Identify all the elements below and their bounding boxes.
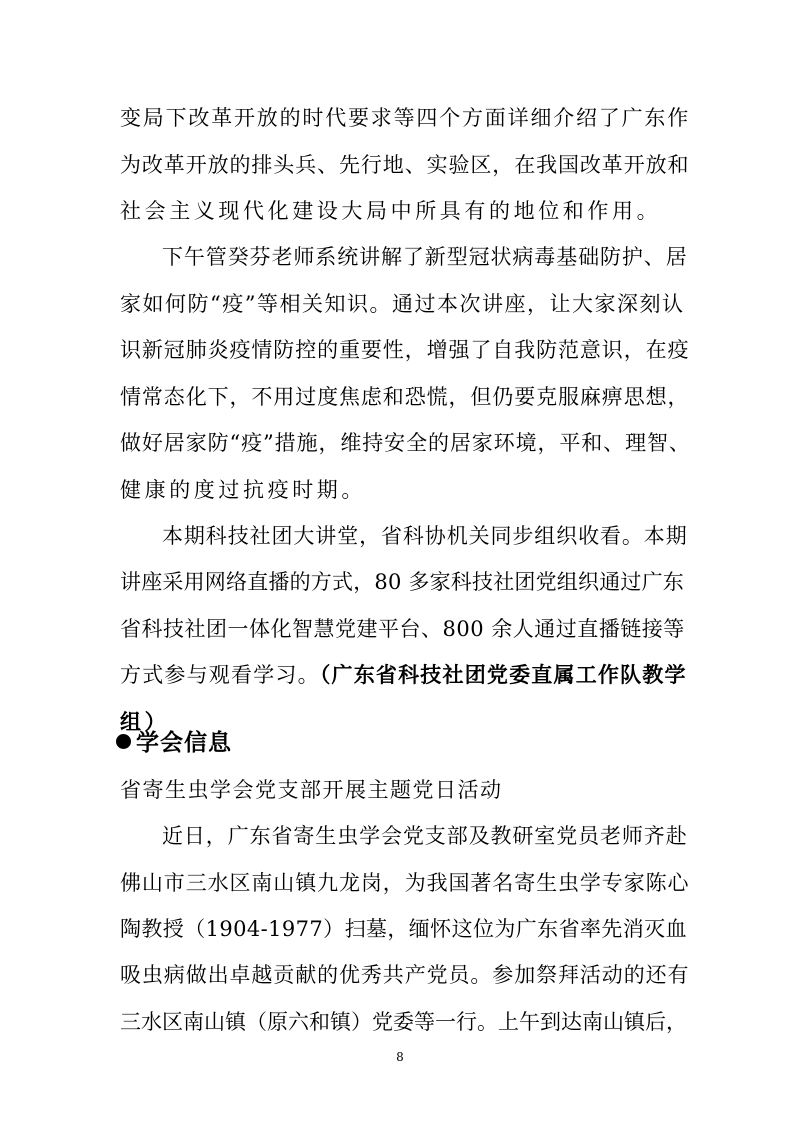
- article-line-1: 近日，广东省寄生虫学会党支部及教研室党员老师齐赴: [162, 824, 688, 848]
- article-line-5: 三水区南山镇（原六和镇）党委等一行。上午到达南山镇后，: [120, 1010, 687, 1034]
- paragraph-3-line-4: [120, 661, 690, 689]
- attribution-part-1: （广东省科技社团党委直属工作队教学: [319, 663, 687, 687]
- paragraph-2-line-3: 识新冠肺炎疫情防控的重要性，增强了自我防范意识，在疫: [120, 338, 690, 362]
- paragraph-2-line-4: 情常态化下，不用过度焦虑和恐慌，但仍要克服麻痹思想，: [120, 385, 690, 409]
- article-line-4: 吸虫病做出卓越贡献的优秀共产党员。参加祭拜活动的还有: [120, 963, 690, 987]
- paragraph-2-line-6: 健康的度过抗疫时期。: [120, 478, 366, 502]
- paragraph-2-line-1: 下午管癸芬老师系统讲解了新型冠状病毒基础防护、居: [162, 245, 688, 269]
- section-heading: [116, 728, 232, 758]
- paragraph-1-line-2: 为改革开放的排头兵、先行地、实验区，在我国改革开放和: [120, 153, 690, 177]
- paragraph-2-line-2: 家如何防“疫”等相关知识。通过本次讲座，让大家深刻认: [120, 292, 685, 316]
- bullet-icon: [116, 734, 131, 749]
- paragraph-1-line-3: 社会主义现代化建设大局中所具有的地位和作用。: [120, 199, 662, 223]
- section-heading-text: 学会信息: [136, 730, 232, 756]
- paragraph-1-line-1: 变局下改革开放的时代要求等四个方面详细介绍了广东作: [120, 106, 690, 130]
- article-line-3: 陶教授（1904-1977）扫墓，缅怀这位为广东省率先消灭血: [120, 917, 687, 941]
- paragraph-2-line-5: 做好居家防“疫”措施，维持安全的居家环境，平和、理智、: [120, 431, 691, 455]
- paragraph-3-line-4-text: 方式参与观看学习。: [120, 663, 320, 687]
- attribution-part-2: 组）: [120, 710, 170, 734]
- article-title: 省寄生虫学会党支部开展主题党日活动: [120, 778, 503, 802]
- article-line-2: 佛山市三水区南山镇九龙岗，为我国著名寄生虫学专家陈心: [120, 871, 690, 895]
- paragraph-3-line-1: 本期科技社团大讲堂，省科协机关同步组织收看。本期: [162, 524, 688, 548]
- paragraph-3-line-3: 省科技社团一体化智慧党建平台、800 余人通过直播链接等: [120, 617, 685, 641]
- page-number: 8: [396, 1050, 404, 1064]
- paragraph-3-line-2: 讲座采用网络直播的方式，80 多家科技社团党组织通过广东: [120, 570, 684, 594]
